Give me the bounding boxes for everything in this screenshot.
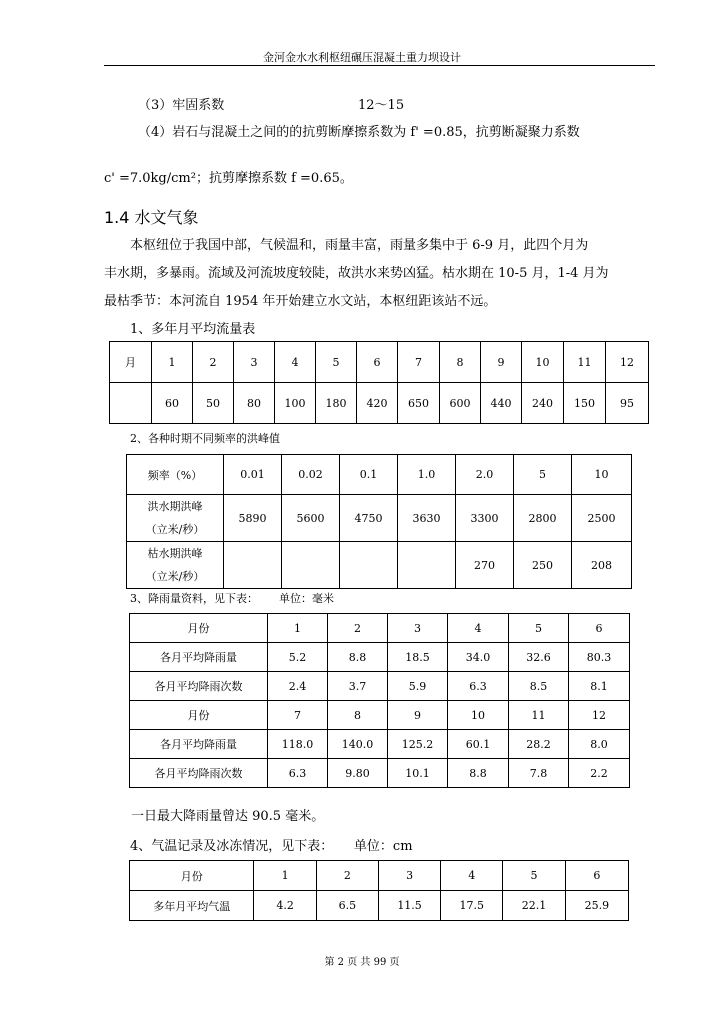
table-cell: 7: [398, 342, 440, 383]
table-cell: [282, 542, 340, 589]
table-row: [130, 701, 630, 730]
table-cell: 60.1: [448, 730, 509, 759]
table-row: [127, 455, 632, 495]
flood-label-1: 洪水期洪峰: [147, 500, 203, 513]
table-cell: 150: [564, 383, 606, 424]
table1-caption: 1、多年月平均流量表: [130, 322, 256, 337]
table-cell: [127, 542, 224, 589]
table-cell: 2.4: [268, 672, 328, 701]
table-cell: 3: [234, 342, 275, 383]
table-cell: 80.3: [569, 643, 630, 672]
table-cell: 5.2: [268, 643, 328, 672]
table-cell: 5890: [224, 495, 282, 542]
table-cell: 8.5: [509, 672, 569, 701]
table-cell: 4: [441, 861, 503, 891]
table-cell: 月份: [130, 614, 268, 643]
table-cell: 1: [152, 342, 193, 383]
item3-value: 12～15: [358, 98, 405, 113]
table-cell: 3300: [456, 495, 514, 542]
table-cell: 250: [514, 542, 572, 589]
table-cell: 10: [522, 342, 564, 383]
table-cell: 95: [606, 383, 649, 424]
table-cell: 5.9: [388, 672, 448, 701]
table-cell: 25.9: [565, 891, 628, 921]
table-cell: 9.80: [328, 759, 388, 788]
table-cell: 2500: [572, 495, 632, 542]
table-cell: 各月平均降雨量: [130, 643, 268, 672]
table-cell: 各月平均降雨量: [130, 730, 268, 759]
page-footer: 第 2 页 共 99 页: [324, 957, 400, 968]
table-cell: 8.8: [448, 759, 509, 788]
table-cell: 4750: [340, 495, 398, 542]
table-cell: 125.2: [388, 730, 448, 759]
table-cell: 440: [481, 383, 522, 424]
table-cell: 4: [448, 614, 509, 643]
table-row: [130, 672, 630, 701]
flood-label-2: （立米/秒）: [145, 523, 205, 536]
table-cell: 4: [275, 342, 316, 383]
table-cell: 420: [357, 383, 398, 424]
flow-table: [109, 341, 649, 424]
table-cell: 8: [440, 342, 481, 383]
table-cell: 8: [328, 701, 388, 730]
table-cell: 208: [572, 542, 632, 589]
table-row: [127, 542, 632, 589]
table-cell: 5: [503, 861, 565, 891]
table-cell: 月: [110, 342, 152, 383]
table-row: [130, 614, 630, 643]
table-cell: 8.0: [569, 730, 630, 759]
rain-note: 一日最大降雨量曾达 90.5 毫米。: [131, 809, 325, 824]
para-line-2: 丰水期，多暴雨。流域及河流坡度较陡，故洪水来势凶猛。枯水期在 10-5 月，1-4 月为: [104, 266, 609, 281]
table-cell: 0.01: [224, 455, 282, 495]
table-cell: 0.02: [282, 455, 340, 495]
table-cell: 50: [193, 383, 234, 424]
section-title: 1.4 水文气象: [104, 208, 199, 227]
table-cell: 270: [456, 542, 514, 589]
table-cell: [340, 542, 398, 589]
table-cell: 6.5: [316, 891, 378, 921]
table-cell: 3.7: [328, 672, 388, 701]
table-cell: 5600: [282, 495, 340, 542]
table-cell: 月份: [130, 861, 254, 891]
table-cell: 180: [316, 383, 357, 424]
table-cell: 140.0: [328, 730, 388, 759]
table-cell: 月份: [130, 701, 268, 730]
table-cell: 6: [357, 342, 398, 383]
table-cell: 12: [606, 342, 649, 383]
table-row: [130, 730, 630, 759]
table-cell: 10.1: [388, 759, 448, 788]
table-row: [110, 383, 649, 424]
table-row: [130, 759, 630, 788]
table-cell: 9: [481, 342, 522, 383]
table3-caption: 3、降雨量资料，见下表： 单位：毫米: [130, 592, 334, 605]
table-cell: 2: [328, 614, 388, 643]
item4-cont: c' =7.0kg/cm²；抗剪摩擦系数 f =0.65。: [104, 171, 353, 186]
table-row: [130, 643, 630, 672]
table2-caption: 2、各种时期不同频率的洪峰值: [130, 432, 280, 445]
table-cell: 5: [316, 342, 357, 383]
table-cell: 2800: [514, 495, 572, 542]
table-cell: 17.5: [441, 891, 503, 921]
table-cell: 0.1: [340, 455, 398, 495]
table-cell: 1: [254, 861, 316, 891]
item4-text: （4）岩石与混凝土之间的的抗剪断摩擦系数为 f' =0.85，抗剪断凝聚力系数: [138, 125, 580, 140]
table-cell: 80: [234, 383, 275, 424]
table-cell: 34.0: [448, 643, 509, 672]
table-cell: 1: [268, 614, 328, 643]
table-cell: 12: [569, 701, 630, 730]
table-cell: 100: [275, 383, 316, 424]
table-row: [110, 342, 649, 383]
table-row: [130, 861, 629, 891]
table-cell: 1.0: [398, 455, 456, 495]
table-cell: 6.3: [448, 672, 509, 701]
table-cell: 60: [152, 383, 193, 424]
table-cell: 2: [316, 861, 378, 891]
header-rule: [104, 65, 655, 66]
table-cell: 118.0: [268, 730, 328, 759]
table4-caption: 4、气温记录及冰冻情况，见下表： 单位：cm: [130, 839, 413, 854]
temp-table: [129, 860, 629, 921]
item3-label: （3）牢固系数: [138, 98, 225, 113]
table-cell: 3630: [398, 495, 456, 542]
table-cell: 600: [440, 383, 481, 424]
table-cell: 10: [572, 455, 632, 495]
dry-label-1: 枯水期洪峰: [147, 547, 203, 560]
table-cell: 9: [388, 701, 448, 730]
table-cell: 11: [509, 701, 569, 730]
table-cell: 11.5: [378, 891, 440, 921]
table-cell: 4.2: [254, 891, 316, 921]
table-cell: 3: [378, 861, 440, 891]
dry-label-2: （立米/秒）: [145, 570, 205, 583]
table-cell: 6: [565, 861, 628, 891]
table-cell: 6: [569, 614, 630, 643]
page-header: 金河金水水利枢纽碾压混凝土重力坝设计: [263, 51, 461, 64]
table-cell: 7.8: [509, 759, 569, 788]
rain-table: [129, 613, 630, 788]
table-cell: 3: [388, 614, 448, 643]
table-cell: 各月平均降雨次数: [130, 759, 268, 788]
table-cell: [224, 542, 282, 589]
table-cell: 频率（%）: [127, 455, 224, 495]
table-cell: 18.5: [388, 643, 448, 672]
table-cell: 2: [193, 342, 234, 383]
table-cell: 各月平均降雨次数: [130, 672, 268, 701]
flood-table: [126, 454, 632, 589]
table-cell: 多年月平均气温: [130, 891, 254, 921]
table-cell: 8.1: [569, 672, 630, 701]
table-cell: 8.8: [328, 643, 388, 672]
table-cell: 2.0: [456, 455, 514, 495]
table-cell: 7: [268, 701, 328, 730]
table-cell: 5: [514, 455, 572, 495]
table-cell: [398, 542, 456, 589]
para-line-3: 最枯季节：本河流自 1954 年开始建立水文站，本枢纽距该站不远。: [104, 294, 497, 309]
table-cell: 11: [564, 342, 606, 383]
para-line-1: 本枢纽位于我国中部，气候温和，雨量丰富，雨量多集中于 6-9 月，此四个月为: [130, 238, 589, 253]
table-cell: 28.2: [509, 730, 569, 759]
table-row: [127, 495, 632, 542]
table-cell: 22.1: [503, 891, 565, 921]
table-cell: 650: [398, 383, 440, 424]
table-row: [130, 891, 629, 921]
table-cell: 10: [448, 701, 509, 730]
table-cell: 32.6: [509, 643, 569, 672]
table-cell: [127, 495, 224, 542]
table-cell: 6.3: [268, 759, 328, 788]
table-cell: 240: [522, 383, 564, 424]
table-cell: 2.2: [569, 759, 630, 788]
table-cell: [110, 383, 152, 424]
table-cell: 5: [509, 614, 569, 643]
